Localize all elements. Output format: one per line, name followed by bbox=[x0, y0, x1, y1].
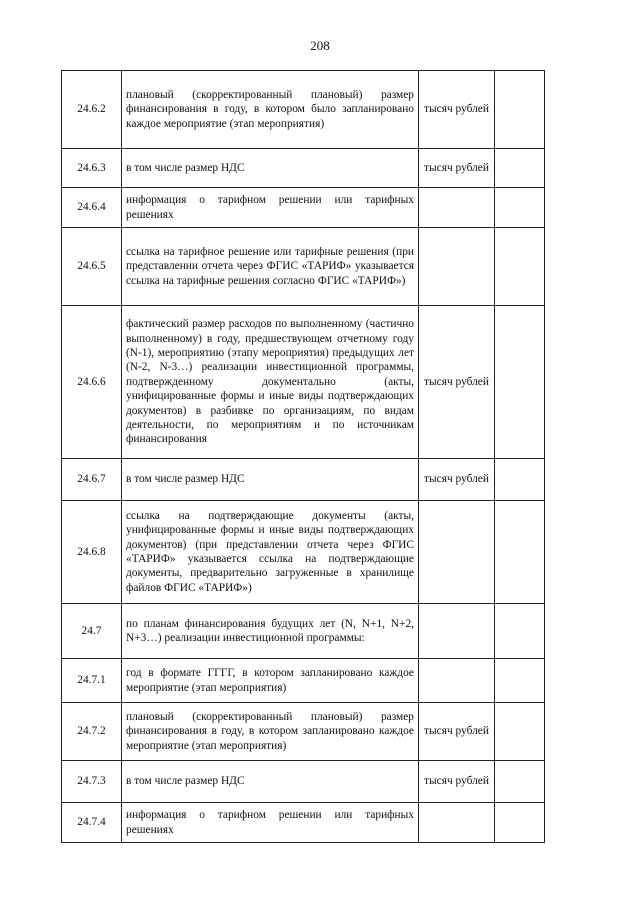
item-description-cell: в том числе размер НДС bbox=[122, 459, 419, 501]
table-row bbox=[62, 703, 545, 761]
unit-cell: тысяч рублей bbox=[419, 71, 495, 149]
value-cell bbox=[495, 188, 545, 228]
table-row bbox=[62, 803, 545, 843]
item-description-cell: информация о тарифном решении или тарифных решениях bbox=[122, 188, 419, 228]
table-row bbox=[62, 459, 545, 501]
page-number: 208 bbox=[310, 38, 330, 53]
value-cell bbox=[495, 149, 545, 188]
value-cell bbox=[495, 604, 545, 659]
table-row bbox=[62, 501, 545, 604]
item-description-cell: в том числе размер НДС bbox=[122, 761, 419, 803]
item-description-cell: фактический размер расходов по выполненному (частично выполненному) в году, предшествующем отчетному году (N-1), мероприятию (этапу мероприятия) предыдущих лет (N-2, N-3…) реализации инвестиционной программы, подтвержденному документально (акты, унифицированные формы и иные виды подтверждающих документов) в разбивке по организациям, по видам деятельности, по мероприятиям и по источникам финансирования bbox=[122, 306, 419, 459]
unit-cell: тысяч рублей bbox=[419, 761, 495, 803]
value-cell bbox=[495, 306, 545, 459]
value-cell bbox=[495, 228, 545, 306]
item-number-cell: 24.6.6 bbox=[62, 306, 122, 459]
item-number-cell: 24.6.3 bbox=[62, 149, 122, 188]
table-body bbox=[62, 71, 545, 843]
item-description-cell: плановый (скорректированный плановый) размер финансирования в году, в котором запланировано каждое мероприятие (этап мероприятия) bbox=[122, 703, 419, 761]
unit-cell bbox=[419, 188, 495, 228]
unit-cell bbox=[419, 228, 495, 306]
item-number-cell: 24.7.3 bbox=[62, 761, 122, 803]
item-number-cell: 24.7.4 bbox=[62, 803, 122, 843]
table-row bbox=[62, 228, 545, 306]
item-description-cell: год в формате ГГГГ, в котором запланировано каждое мероприятие (этап мероприятия) bbox=[122, 659, 419, 703]
table-row bbox=[62, 188, 545, 228]
unit-cell: тысяч рублей bbox=[419, 306, 495, 459]
unit-cell bbox=[419, 659, 495, 703]
item-number-cell: 24.7.2 bbox=[62, 703, 122, 761]
table-row bbox=[62, 149, 545, 188]
value-cell bbox=[495, 803, 545, 843]
table-row bbox=[62, 659, 545, 703]
table-row bbox=[62, 604, 545, 659]
value-cell bbox=[495, 501, 545, 604]
unit-cell: тысяч рублей bbox=[419, 459, 495, 501]
unit-cell: тысяч рублей bbox=[419, 703, 495, 761]
value-cell bbox=[495, 703, 545, 761]
unit-cell bbox=[419, 803, 495, 843]
table-row bbox=[62, 306, 545, 459]
value-cell bbox=[495, 459, 545, 501]
unit-cell bbox=[419, 604, 495, 659]
value-cell bbox=[495, 71, 545, 149]
item-number-cell: 24.6.8 bbox=[62, 501, 122, 604]
item-description-cell: плановый (скорректированный плановый) размер финансирования в году, в котором было запланировано каждое мероприятие (этап мероприятия) bbox=[122, 71, 419, 149]
table-row bbox=[62, 761, 545, 803]
item-description-cell: ссылка на тарифное решение или тарифные решения (при представлении отчета через ФГИС «ТАРИФ» указывается ссылка на тарифные решения согласно ФГИС «ТАРИФ») bbox=[122, 228, 419, 306]
item-number-cell: 24.6.4 bbox=[62, 188, 122, 228]
table-row bbox=[62, 71, 545, 149]
item-description-cell: ссылка на подтверждающие документы (акты, унифицированные формы и иные виды подтверждающих документов) (при представлении отчета через ФГИС «ТАРИФ» указывается ссылка на подтверждающие документы, предварительно загруженные в хранилище файлов ФГИС «ТАРИФ») bbox=[122, 501, 419, 604]
item-number-cell: 24.6.2 bbox=[62, 71, 122, 149]
item-description-cell: информация о тарифном решении или тарифных решениях bbox=[122, 803, 419, 843]
requirements-table bbox=[61, 70, 545, 843]
item-number-cell: 24.6.7 bbox=[62, 459, 122, 501]
item-description-cell: в том числе размер НДС bbox=[122, 149, 419, 188]
item-number-cell: 24.7 bbox=[62, 604, 122, 659]
unit-cell: тысяч рублей bbox=[419, 149, 495, 188]
item-number-cell: 24.6.5 bbox=[62, 228, 122, 306]
value-cell bbox=[495, 659, 545, 703]
unit-cell bbox=[419, 501, 495, 604]
value-cell bbox=[495, 761, 545, 803]
item-description-cell: по планам финансирования будущих лет (N, N+1, N+2, N+3…) реализации инвестиционной программы: bbox=[122, 604, 419, 659]
item-number-cell: 24.7.1 bbox=[62, 659, 122, 703]
